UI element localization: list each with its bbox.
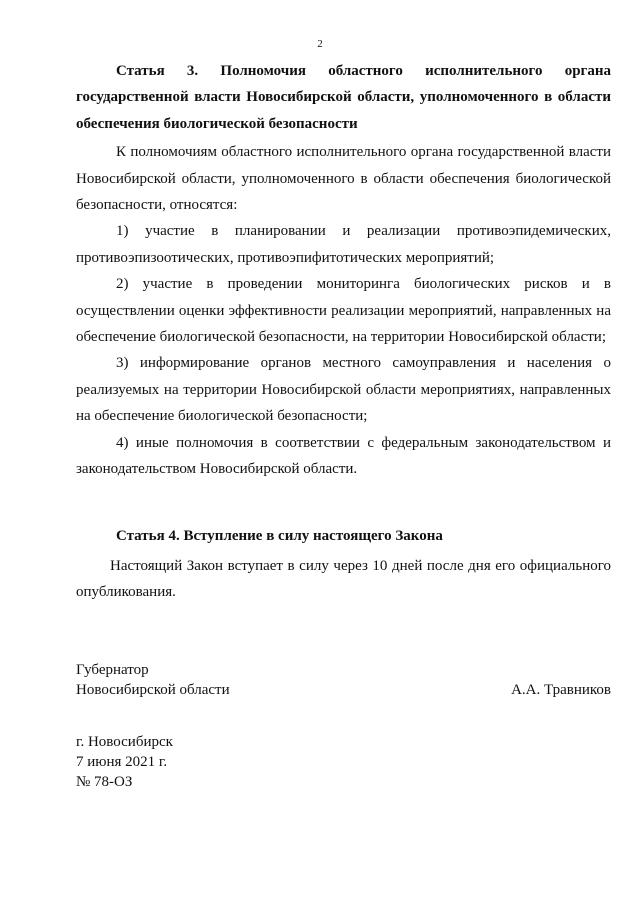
article-3-title-line1: Статья 3. Полномочия областного исполнительного органа: [116, 63, 611, 79]
signer-name: А.А. Травников: [511, 682, 611, 698]
document-footer: [76, 732, 173, 792]
signer-position-line2: Новосибирской области: [76, 682, 230, 698]
article-3-title-rest: государственной власти Новосибирской области, уполномоченного в области обеспечения биологической безопасности: [76, 89, 611, 132]
document-body: [76, 58, 611, 606]
footer-date: 7 июня 2021 г.: [76, 754, 168, 770]
article-3-item-3: 3) информирование органов местного самоуправления и населения о реализуемых на территории Новосибирской области мероприятиях, направленных на обеспечение биологической безопасности;: [76, 355, 611, 425]
signature-block: [76, 660, 611, 700]
article-3-item-2: 2) участие в проведении мониторинга биологических рисков и в осуществлении оценки эффективности реализации мероприятий, направленных на обеспечение биологической безопасности, на территории Новосибирской области;: [76, 276, 611, 346]
signer-position-line1: Губернатор: [76, 662, 149, 678]
page-number: 2: [317, 38, 323, 50]
footer-law-number: № 78-ОЗ: [76, 774, 133, 790]
article-3-item-1: 1) участие в планировании и реализации противоэпидемических, противоэпизоотических, противоэпифитотических мероприятий;: [76, 223, 611, 266]
article-3-intro: К полномочиям областного исполнительного органа государственной власти Новосибирской области, уполномоченного в области обеспечения биологической безопасности, относятся:: [76, 144, 611, 214]
article-4-title: Статья 4. Вступление в силу настоящего Закона: [116, 527, 443, 544]
footer-city: г. Новосибирск: [76, 734, 173, 750]
article-3-title: [76, 58, 611, 137]
article-3-item-4: 4) иные полномочия в соответствии с федеральным законодательством и законодательством Новосибирской области.: [76, 434, 611, 478]
article-4-body: Настоящий Закон вступает в силу через 10 дней после дня его официального опубликования.: [76, 557, 611, 601]
